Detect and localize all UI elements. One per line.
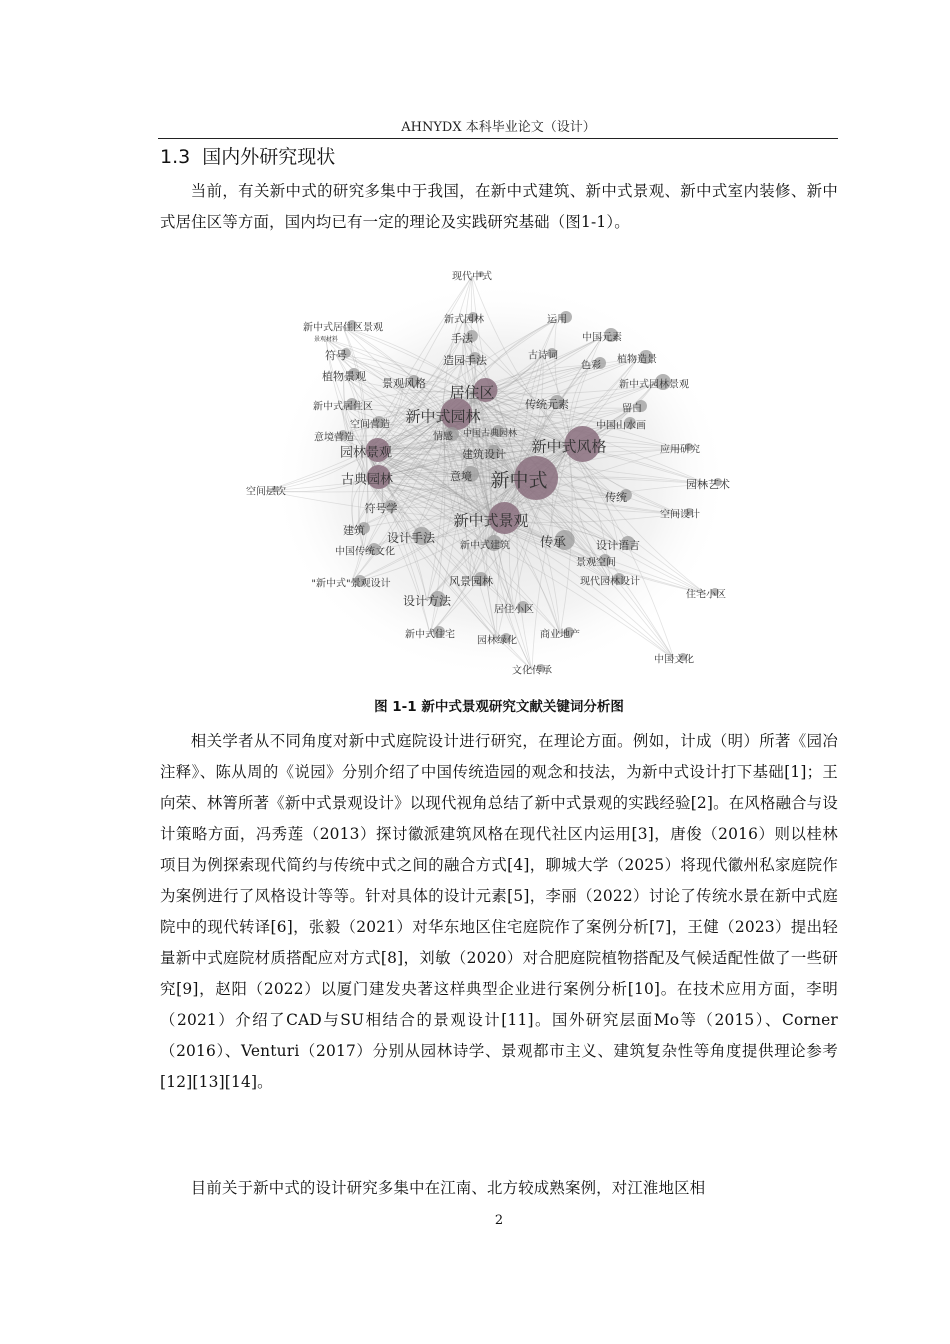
keyword-label: 新中式风格 — [531, 437, 607, 456]
keyword-label: 中国传统文化 — [335, 546, 395, 558]
keyword-label: 空间营造 — [350, 419, 390, 431]
page-number: 2 — [494, 1213, 504, 1228]
running-header: AHNYDX 本科毕业论文（设计） — [401, 120, 596, 135]
keyword-label: 新中式 — [490, 469, 548, 492]
section-heading — [160, 142, 335, 169]
keyword-label: 设计语言 — [596, 538, 640, 552]
keyword-label: 造园手法 — [443, 353, 487, 367]
keyword-label: 新中式园林景观 — [619, 379, 689, 391]
keyword-label: 新中式居住区 — [313, 401, 373, 413]
section-number: 1.3 — [160, 146, 191, 168]
keyword-label: 景观风格 — [382, 376, 426, 390]
keyword-label: 中国古典园林 — [462, 429, 518, 440]
keyword-label: 设计手法 — [386, 531, 436, 546]
keyword-label: 设计方法 — [402, 594, 452, 609]
keyword-label: 中国元素 — [582, 332, 622, 344]
keyword-label: 意境营造 — [314, 432, 354, 444]
keyword-label: 新中式景观 — [453, 511, 529, 530]
keyword-label: 建筑设计 — [462, 447, 506, 461]
keyword-label: 色彩 — [581, 360, 601, 372]
keyword-label: 新中式住宅 — [405, 629, 455, 641]
keyword-label: 园林绿化 — [477, 635, 517, 647]
keyword-label: 中国文化 — [654, 654, 694, 666]
keyword-label: 运用 — [547, 314, 567, 326]
keyword-label: 新中式居住区景观 — [303, 322, 383, 334]
keyword-label: 居住小区 — [494, 604, 534, 616]
keyword-label: 手法 — [451, 331, 473, 345]
section-title: 国内外研究现状 — [202, 146, 336, 168]
keyword-label: 传统元素 — [525, 397, 569, 411]
keyword-label: 符号学 — [364, 501, 398, 515]
paragraph-literature-review: 相关学者从不同角度对新中式庭院设计进行研究，在理论方面。例如，计成（明）所著《园冶注释》、陈从周的《说园》分别介绍了中国传统造园的观念和技法，为新中式设计打下基础[1]；王向荣、林箐所著《新中式景观设计》以现代视角总结了新中式景观的实践经验[2]。在风格融合与设计策略方面，冯秀莲（2013）探讨徽派建筑风格在现代社区内运用[3]，唐俊（2016）则以桂林项目为例探索现代简约与传统中式之间的融合方式[4]，聊城大学（2025）将现代徽州私家庭院作为案例进行了风格设计等等。针对具体的设计元素[5]，李丽（2022）讨论了传统水景在新中式庭院中的现代转译[6]，张毅（2021）对华东地区住宅庭院作了案例分析[7]，王健（2023）提出轻量新中式庭院材质搭配应对方式[8]，刘敏（2020）对合肥庭院植物搭配及气候适配性做了一些研究[9]，赵阳（2022）以厦门建发央著这样典型企业进行案例分析[10]。在技术应用方面，李明（2021）介绍了CAD与SU相结合的景观设计[11]。国外研究层面Mo等（2015）、Corner（2016）、Venturi（2017）分别从园林诗学、景观都市主义、建筑复杂性等角度提供理论参考[12][13][14]。 — [160, 732, 838, 1091]
keyword-label: 传统 — [605, 490, 627, 504]
keyword-label: 空间层次 — [246, 486, 286, 498]
keyword-label: 建筑 — [343, 523, 365, 537]
keyword-label: 景观材料 — [313, 336, 339, 344]
keyword-label: 中国山水画 — [596, 420, 646, 432]
keyword-label: 居住区 — [449, 383, 495, 402]
keyword-label: 情感 — [433, 431, 453, 443]
keyword-label: 意境 — [450, 469, 472, 483]
keyword-label: 景观空间 — [576, 557, 616, 569]
keyword-label: 符号 — [325, 348, 347, 362]
keyword-label: 应用研究 — [660, 444, 700, 456]
keyword-label: 商业地产 — [540, 629, 580, 641]
keyword-label: 植物景观 — [322, 369, 366, 383]
keyword-label: 风景园林 — [449, 574, 493, 588]
keyword-label: 园林艺术 — [686, 477, 730, 491]
keyword-label: 古典园林 — [340, 472, 394, 488]
keyword-label: 新中式建筑 — [460, 540, 510, 552]
keyword-label: 园林景观 — [339, 445, 393, 461]
paragraph-research-gap: 目前关于新中式的设计研究多集中在江南、北方较成熟案例，对江淮地区相 — [190, 1179, 706, 1197]
paragraph-intro: 当前，有关新中式的研究多集中于我国，在新中式建筑、新中式景观、新中式室内装修、新中式居住区等方面，国内均已有一定的理论及实践研究基础（图1-1）。 — [160, 182, 838, 231]
keyword-label: 空间设计 — [660, 509, 700, 521]
keyword-label: 新式园林 — [444, 314, 484, 326]
keyword-label: 现代中式 — [452, 271, 492, 283]
keyword-label: 留白 — [622, 403, 642, 415]
keyword-label: 古诗词 — [528, 350, 558, 362]
keyword-label: "新中式"景观设计 — [311, 578, 391, 590]
keyword-label: 住宅小区 — [686, 589, 726, 601]
header-rule — [158, 138, 838, 139]
keyword-label: 现代园林设计 — [580, 576, 640, 588]
figure-caption: 图 1-1 新中式景观研究文献关键词分析图 — [374, 699, 624, 715]
keyword-network-figure — [232, 258, 752, 686]
keyword-label: 新中式园林 — [405, 407, 481, 426]
keyword-label: 传承 — [539, 535, 567, 551]
keyword-label: 文化传承 — [512, 665, 552, 677]
keyword-label: 植物造景 — [617, 354, 657, 366]
